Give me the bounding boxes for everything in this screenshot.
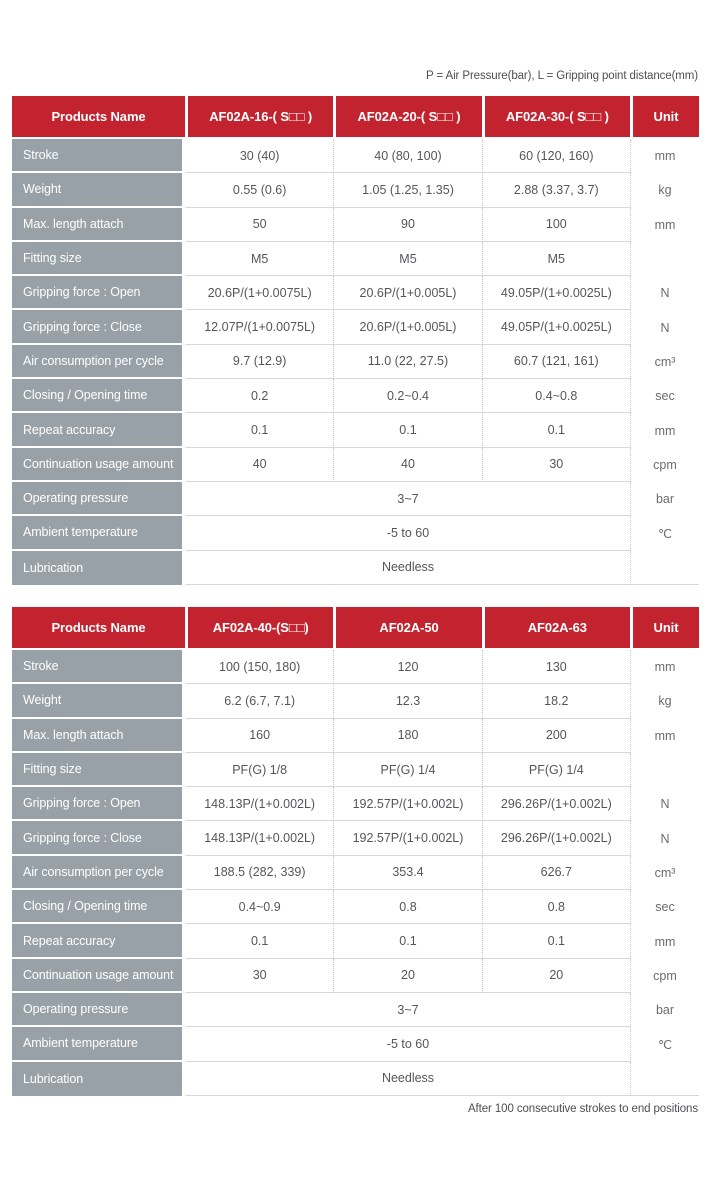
- value-cell: 40: [185, 448, 333, 482]
- row-label: Fitting size: [12, 753, 185, 787]
- header-cell: Unit: [630, 96, 699, 137]
- value-cell: PF(G) 1/8: [185, 753, 333, 787]
- table-row: [12, 448, 699, 482]
- row-label: Gripping force : Close: [12, 310, 185, 344]
- value-cell: 188.5 (282, 339): [185, 856, 333, 890]
- unit-cell: mm: [630, 208, 699, 242]
- table-row: [12, 1027, 699, 1061]
- unit-cell: kg: [630, 684, 699, 718]
- value-cell: 20: [333, 959, 481, 993]
- unit-cell: N: [630, 787, 699, 821]
- unit-cell: kg: [630, 173, 699, 207]
- table-row: [12, 242, 699, 276]
- table-row: [12, 208, 699, 242]
- spec-table-large-models: [12, 607, 699, 1096]
- value-cell: 20.6P/(1+0.005L): [333, 310, 481, 344]
- unit-cell: ℃: [630, 516, 699, 550]
- table-row: [12, 684, 699, 718]
- header-cell: Unit: [630, 607, 699, 648]
- table-row: [12, 924, 699, 958]
- value-cell: 200: [482, 719, 630, 753]
- spec-table-small-models: [12, 96, 699, 585]
- row-label: Lubrication: [12, 1062, 185, 1096]
- row-label: Air consumption per cycle: [12, 856, 185, 890]
- value-cell: 0.1: [333, 413, 481, 447]
- value-cell: 296.26P/(1+0.002L): [482, 821, 630, 855]
- unit-cell: mm: [630, 139, 699, 173]
- header-cell: AF02A-40-(S□□): [185, 607, 333, 648]
- value-cell: 60.7 (121, 161): [482, 345, 630, 379]
- table-row: [12, 821, 699, 855]
- row-label: Gripping force : Open: [12, 787, 185, 821]
- row-label: Continuation usage amount: [12, 959, 185, 993]
- row-label: Stroke: [12, 650, 185, 684]
- unit-cell: [630, 551, 699, 585]
- table-row: [12, 993, 699, 1027]
- unit-cell: sec: [630, 890, 699, 924]
- row-label: Max. length attach: [12, 208, 185, 242]
- value-cell: -5 to 60: [185, 1027, 630, 1061]
- table-header: [12, 96, 699, 137]
- table-row: [12, 650, 699, 684]
- header-cell: AF02A-20-( S□□ ): [333, 96, 481, 137]
- table-row: [12, 139, 699, 173]
- table-row: [12, 1062, 699, 1096]
- unit-cell: [630, 753, 699, 787]
- table-row: [12, 413, 699, 447]
- value-cell: 3~7: [185, 482, 630, 516]
- value-cell: 626.7: [482, 856, 630, 890]
- table-row: [12, 276, 699, 310]
- row-label: Fitting size: [12, 242, 185, 276]
- unit-cell: mm: [630, 413, 699, 447]
- value-cell: 40 (80, 100): [333, 139, 481, 173]
- row-label: Closing / Opening time: [12, 379, 185, 413]
- row-label: Repeat accuracy: [12, 413, 185, 447]
- value-cell: 11.0 (22, 27.5): [333, 345, 481, 379]
- row-label: Ambient temperature: [12, 1027, 185, 1061]
- row-label: Lubrication: [12, 551, 185, 585]
- value-cell: 148.13P/(1+0.002L): [185, 821, 333, 855]
- row-label: Max. length attach: [12, 719, 185, 753]
- row-label: Ambient temperature: [12, 516, 185, 550]
- unit-cell: cpm: [630, 448, 699, 482]
- value-cell: 120: [333, 650, 481, 684]
- row-label: Weight: [12, 684, 185, 718]
- unit-cell: N: [630, 310, 699, 344]
- unit-cell: cpm: [630, 959, 699, 993]
- value-cell: 20.6P/(1+0.0075L): [185, 276, 333, 310]
- legend-note: P = Air Pressure(bar), L = Gripping point distance(mm): [426, 70, 698, 82]
- value-cell: 0.4~0.8: [482, 379, 630, 413]
- value-cell: M5: [482, 242, 630, 276]
- value-cell: 100: [482, 208, 630, 242]
- table-row: [12, 890, 699, 924]
- row-label: Air consumption per cycle: [12, 345, 185, 379]
- unit-cell: cm³: [630, 345, 699, 379]
- table-row: [12, 719, 699, 753]
- value-cell: 192.57P/(1+0.002L): [333, 787, 481, 821]
- value-cell: 180: [333, 719, 481, 753]
- unit-cell: N: [630, 821, 699, 855]
- value-cell: 40: [333, 448, 481, 482]
- value-cell: 1.05 (1.25, 1.35): [333, 173, 481, 207]
- table-row: [12, 379, 699, 413]
- value-cell: 50: [185, 208, 333, 242]
- unit-cell: sec: [630, 379, 699, 413]
- value-cell: 90: [333, 208, 481, 242]
- value-cell: 0.55 (0.6): [185, 173, 333, 207]
- row-label: Repeat accuracy: [12, 924, 185, 958]
- header-cell: AF02A-63: [482, 607, 630, 648]
- table-row: [12, 173, 699, 207]
- header-cell: Products Name: [51, 109, 146, 124]
- value-cell: -5 to 60: [185, 516, 630, 550]
- unit-cell: bar: [630, 993, 699, 1027]
- value-cell: 12.07P/(1+0.0075L): [185, 310, 333, 344]
- row-label: Closing / Opening time: [12, 890, 185, 924]
- footnote: After 100 consecutive strokes to end positions: [467, 1103, 698, 1115]
- value-cell: 0.8: [482, 890, 630, 924]
- table-row: [12, 787, 699, 821]
- header-cell: AF02A-50: [333, 607, 481, 648]
- header-cell: Products Name: [51, 620, 146, 635]
- table-row: [12, 753, 699, 787]
- value-cell: 2.88 (3.37, 3.7): [482, 173, 630, 207]
- table-row: [12, 516, 699, 550]
- row-label: Gripping force : Open: [12, 276, 185, 310]
- value-cell: 20: [482, 959, 630, 993]
- value-cell: 0.1: [185, 924, 333, 958]
- table-row: [12, 310, 699, 344]
- value-cell: 3~7: [185, 993, 630, 1027]
- value-cell: 0.4~0.9: [185, 890, 333, 924]
- value-cell: 0.1: [185, 413, 333, 447]
- table-header: [12, 607, 699, 648]
- value-cell: 0.1: [482, 413, 630, 447]
- table-row: [12, 482, 699, 516]
- unit-cell: mm: [630, 650, 699, 684]
- unit-cell: mm: [630, 719, 699, 753]
- value-cell: 60 (120, 160): [482, 139, 630, 173]
- unit-cell: bar: [630, 482, 699, 516]
- unit-cell: mm: [630, 924, 699, 958]
- table-row: [12, 959, 699, 993]
- unit-cell: N: [630, 276, 699, 310]
- row-label: Stroke: [12, 139, 185, 173]
- unit-cell: ℃: [630, 1027, 699, 1061]
- value-cell: 296.26P/(1+0.002L): [482, 787, 630, 821]
- value-cell: 6.2 (6.7, 7.1): [185, 684, 333, 718]
- value-cell: 0.1: [333, 924, 481, 958]
- row-label: Continuation usage amount: [12, 448, 185, 482]
- value-cell: 0.2: [185, 379, 333, 413]
- value-cell: PF(G) 1/4: [482, 753, 630, 787]
- value-cell: 100 (150, 180): [185, 650, 333, 684]
- value-cell: 353.4: [333, 856, 481, 890]
- value-cell: PF(G) 1/4: [333, 753, 481, 787]
- unit-cell: [630, 242, 699, 276]
- row-label: Weight: [12, 173, 185, 207]
- value-cell: 18.2: [482, 684, 630, 718]
- value-cell: 0.2~0.4: [333, 379, 481, 413]
- unit-cell: cm³: [630, 856, 699, 890]
- table-row: [12, 345, 699, 379]
- table-row: [12, 856, 699, 890]
- table-row: [12, 551, 699, 585]
- value-cell: 30 (40): [185, 139, 333, 173]
- value-cell: 192.57P/(1+0.002L): [333, 821, 481, 855]
- value-cell: 12.3: [333, 684, 481, 718]
- value-cell: M5: [185, 242, 333, 276]
- value-cell: Needless: [185, 1062, 630, 1096]
- value-cell: 49.05P/(1+0.0025L): [482, 310, 630, 344]
- header-cell: AF02A-30-( S□□ ): [482, 96, 630, 137]
- row-label: Operating pressure: [12, 482, 185, 516]
- value-cell: 30: [482, 448, 630, 482]
- value-cell: 148.13P/(1+0.002L): [185, 787, 333, 821]
- value-cell: 160: [185, 719, 333, 753]
- unit-cell: [630, 1062, 699, 1096]
- value-cell: 9.7 (12.9): [185, 345, 333, 379]
- header-cell: AF02A-16-( S□□ ): [185, 96, 333, 137]
- row-label: Gripping force : Close: [12, 821, 185, 855]
- value-cell: 20.6P/(1+0.005L): [333, 276, 481, 310]
- value-cell: 130: [482, 650, 630, 684]
- value-cell: 30: [185, 959, 333, 993]
- row-label: Operating pressure: [12, 993, 185, 1027]
- value-cell: Needless: [185, 551, 630, 585]
- value-cell: 0.1: [482, 924, 630, 958]
- value-cell: 0.8: [333, 890, 481, 924]
- value-cell: M5: [333, 242, 481, 276]
- value-cell: 49.05P/(1+0.0025L): [482, 276, 630, 310]
